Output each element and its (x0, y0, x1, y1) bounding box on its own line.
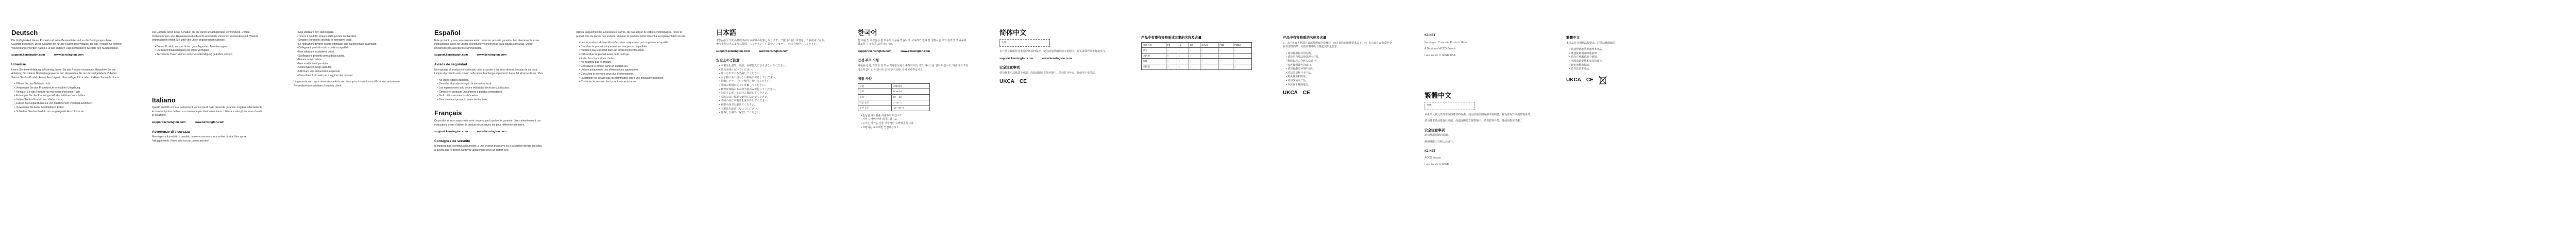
support-link[interactable]: support.kensington.com (858, 49, 892, 53)
list-item: • Les réparations doivent être effectuées uniquement par un personnel qualifié. (579, 41, 687, 45)
paragraph: 請勿使用損壞的電纜。 (1425, 134, 1451, 137)
list-item: • Utilisez uniquement des alimentations approuvées. (579, 68, 687, 73)
subsection-title: 安全上のご注意 (716, 59, 740, 63)
web-link[interactable]: www.kensington.com (758, 49, 789, 53)
links-row (434, 130, 545, 134)
table-row (858, 105, 930, 111)
list-item: • 請按照當地法規處理本產品。 (1569, 48, 1677, 52)
list-item: • Entsorgen Sie das Produkt gemäß den örtlichen Vorschriften. (14, 94, 122, 98)
brand-footer: K3 NET (1425, 149, 1436, 153)
list-item: • Consultare il sito web per maggiori informazioni. (297, 74, 404, 78)
section-address (1425, 31, 1535, 169)
paragraph: La garanzia non copre danni derivanti da uso improprio, incidenti o modifiche non autorizzate. Per assistenza contattare il servizio clienti. (294, 80, 401, 87)
compliance-marks (999, 80, 1110, 84)
section-espanol (434, 31, 545, 155)
list-item: • 请勿使用损坏的电缆。 (1286, 52, 1394, 56)
list-item: • Conservez le produit dans un endroit sec. (579, 65, 687, 69)
paragraph: 修理僅應由合格人員進行。 (1425, 140, 1456, 144)
list-item: • Consultez le site web pour plus d'informations. (579, 73, 687, 77)
list-item: • 避免撞击和跌落。 (1286, 75, 1394, 79)
table-row (1142, 53, 1252, 59)
list-item: • 筐体を開けないでください。 (719, 68, 827, 73)
section-cn-notes (1283, 31, 1394, 99)
table-cell: 모델 (858, 83, 892, 89)
table-cell: 连接器 (1142, 64, 1166, 69)
support-link[interactable]: support.kensington.com (434, 130, 468, 134)
table-header-cell: Hg (1177, 42, 1189, 48)
address-line: ACCO Brands (1425, 156, 1441, 160)
section-italiano-cont (294, 31, 404, 91)
links-row (11, 54, 122, 58)
list-item: • 修理は資格のある担当者のみが行ってください。 (719, 88, 827, 92)
table-header-row (1142, 42, 1252, 48)
ukca-mark-icon: UKCA (1283, 90, 1298, 96)
compliance-marks (1566, 76, 1677, 85)
table-cell: ○ (1177, 48, 1189, 54)
list-item: • Las reparaciones solo deben realizarlas técnicos cualificados. (437, 86, 545, 91)
list-item: • 维修仅应由合格人员进行。 (1286, 60, 1394, 64)
list-item: • 地域の規則に従って廃棄してください。 (719, 84, 827, 88)
list-item: • 衝撃や落下を避けてください。 (719, 103, 827, 108)
list-item: • 请勿改装本产品。 (1286, 79, 1394, 83)
section-title: 한국어 (858, 29, 877, 37)
bullet-list (576, 41, 687, 84)
list-item: • Schließen Sie das Produkt nur an geeignete Anschlüsse an. (14, 110, 122, 114)
table-cell: × (1166, 64, 1177, 69)
subsection-title: Avisos de seguridad (434, 62, 467, 66)
table-row (858, 89, 930, 95)
section-title-italiano: Italiano (152, 96, 176, 104)
list-item: • 清掃の前に本製品を取り外してください。 (719, 99, 827, 103)
list-item: • 本製品を改造しないでください。 (719, 108, 827, 112)
table-cell: 출력 (858, 94, 892, 100)
bullet-list (716, 64, 827, 115)
list-item: • Scollegare il prodotto prima della pulizia. (297, 55, 404, 59)
bullet-list (858, 114, 969, 130)
paragraph: Die Verfügbarkeit dieses Produkt und seine Bestandteile sind an die Bedingungen dieser Garantie gebunden. Diese Garantie gilt für alle Käufer des Produkts, die das Produkt zur eigenen Verwendung erworben haben. Für alle anderen Fälle kontaktieren Sie bitte den Kundendienst. (11, 39, 122, 50)
table-cell: ○ (1200, 48, 1218, 54)
section-cn-traditional (1566, 31, 1677, 89)
table-cell: ○ (1233, 48, 1252, 54)
table-row (858, 94, 930, 100)
paragraph: Die Garantie deckt keine Schäden ab, die durch unsachgemäße Verwendung, Unfälle, Veränderungen oder Reparaturen durch nicht autorisierte Personen entstanden sind. Weitere Informationen finden Sie unter der unten angegebenen Adresse. (152, 31, 259, 42)
web-link[interactable]: www.kensington.com (477, 130, 507, 134)
bullet-list (152, 45, 263, 57)
table-header-cell: Pb (1166, 42, 1177, 48)
table-cell: ○ (1200, 53, 1218, 59)
list-item: • 避免撞擊和掉落。 (1569, 64, 1677, 68)
bullet-list (1283, 52, 1394, 87)
list-item: • お子様の手の届かない場所に保管してください。 (719, 76, 827, 80)
spec-table (858, 83, 930, 111)
ce-mark-icon: CE (1586, 77, 1594, 83)
list-item: • 清潔前請中斷本產品的連接。 (1569, 60, 1677, 64)
list-item: • Non modificare il prodotto. (297, 62, 404, 66)
paragraph: 제품을 습기, 과도한 열 또는 직사광선에 노출하지 마십시오. 케이스를 열지 마십시오. 마른 천으로만 청소하십시오. 어린이의 손이 닿지 않는 곳에 보관하십시오. (858, 64, 969, 72)
list-item: • No utilice cables dañados. (437, 79, 545, 83)
table-header-cell: Cd (1189, 42, 1200, 48)
table-cell: ○ (1166, 48, 1177, 54)
table-cell: ○ (1189, 59, 1200, 64)
model-box: 型號 (1425, 102, 1475, 110)
subsection-title: 안전 주의 사항 (858, 59, 879, 63)
paragraph: 本製品およびその構成部品は本保証の対象となります。ご使用の前に本書をよくお読みになり、後で参照できるように保管してください。付属のアクセサリーのみを使用してください。 (716, 39, 827, 46)
section-francais-cont (576, 31, 687, 87)
list-item: • 湿度の高い環境で使用しないでください。 (719, 96, 827, 100)
links-row (716, 50, 827, 54)
table-cell: ○ (1166, 59, 1177, 64)
table-header-cell: 部件名称 (1142, 42, 1166, 48)
paragraph: 本產品符合相關法規要求。詳情請參閱網站。 (1566, 41, 1618, 45)
paragraph: 請勿將本產品暴露於潮濕、高溫或陽光直射環境中。請勿打開外殼。僅使用乾布清潔。 (1425, 119, 1523, 123)
list-item: • Conecte el producto únicamente a puertos compatibles. (437, 91, 545, 95)
subsection-title: Avvertenze di sicurezza (152, 130, 190, 134)
list-item: • 지역 규정에 따라 폐기하십시오. (861, 118, 969, 122)
table-cell: ○ (1177, 53, 1189, 59)
list-item: • Le riparazioni devono essere effettuate solo da personale qualificato. (297, 43, 404, 47)
list-item: • Non utilizzare in ambienti umidi. (297, 50, 404, 55)
table-cell: 작동 온도 (858, 100, 892, 105)
web-link[interactable]: www.kensington.com (1042, 57, 1072, 60)
table-header-cell: Cr(VI) (1200, 42, 1218, 48)
subsection-title: 繁體中文 (1566, 36, 1580, 40)
table-cell: ○ (1218, 48, 1233, 54)
ukca-mark-icon: UKCA (1566, 77, 1581, 83)
list-item: • 수리는 자격을 갖춘 기술자만 수행해야 합니다. (861, 122, 969, 126)
table-header-cell: PBDE (1233, 42, 1252, 48)
paragraph: Non esporre il prodotto a umidità, calore eccessivo o luce solare diretta. Non aprire l'alloggiamento. Pulire solo con un panno asciutto. (152, 135, 247, 143)
list-item: • 请按照当地法规处理本产品。 (1286, 56, 1394, 60)
table-title: 제품 사양 (858, 77, 872, 81)
list-item: • Lassen Sie Reparaturen nur von qualifiziertem Personal ausführen. (14, 102, 122, 106)
address-line: Lake Zurich, IL 60047 (1425, 163, 1450, 166)
paragraph: No exponga el producto a humedad, calor excesivo o luz solar directa. No abra la carcasa. Limpie el producto solo con un paño seco. Mantenga el producto fuera del alcance de los niños. (434, 68, 544, 76)
table-row (858, 83, 930, 89)
list-item: • 請勿改裝本產品。 (1569, 67, 1677, 72)
support-link[interactable]: support.kensington.com (716, 49, 750, 53)
section-korean (858, 31, 969, 132)
list-item: • Conservare in luogo asciutto. (297, 66, 404, 70)
list-item: • Die Konformitätserklärung ist online verfügbar. (155, 49, 263, 53)
list-item: • Ne modifiez pas le produit. (579, 61, 687, 65)
list-item: • Évitez les chocs et les chutes. (579, 57, 687, 61)
table-cell: ○ (1200, 59, 1218, 64)
list-item: • Débranchez le produit avant de le nettoyer. (579, 53, 687, 57)
links-row (434, 54, 545, 58)
support-link[interactable]: support.kensington.com (999, 57, 1033, 60)
section-japanese (716, 31, 827, 118)
paragraph: 본 제품 및 구성품은 본 보증의 적용을 받습니다. 사용하기 전에 본 설명서를 주의 깊게 읽고 나중에 참조할 수 있도록 보관하십시오. (858, 39, 967, 46)
address-line: Lake Zurich, IL 60047 USA (1425, 54, 1455, 57)
links-row (858, 50, 969, 54)
web-link[interactable]: www.kensington.com (54, 54, 84, 57)
section-title: 日本語 (716, 29, 737, 37)
list-item: • Collegare il prodotto solo a porte compatibili. (297, 46, 404, 50)
table-cell: ○ (1233, 59, 1252, 64)
section-title: Español (434, 29, 461, 37)
table-cell: ○ (1177, 64, 1189, 69)
paragraph: N'exposez pas le produit à l'humidité, à une chaleur excessive ou à la lumière directe du soleil. N'ouvrez pas le boîtier. Nettoyez uniquement avec un chiffon sec. (434, 145, 543, 152)
address-line: A Division of ACCO Brands (1425, 47, 1456, 51)
section-deutsch (11, 31, 122, 116)
table-cell: ○ (1189, 53, 1200, 59)
ukca-mark-icon: UKCA (999, 78, 1014, 84)
weee-bin-icon (1599, 76, 1607, 85)
compliance-marks (1283, 91, 1394, 95)
paragraph: Questo prodotto e i suoi componenti sono coperti dalla presente garanzia. Leggere attentamente le istruzioni prima dell'uso e conservarle per riferimento futuro. Utilizzare solo gli accessori forniti in dotazione. (152, 106, 263, 117)
section-deutsch-cont (152, 31, 263, 146)
bullet-list (434, 79, 545, 102)
ce-mark-icon: CE (1302, 90, 1310, 96)
table-cell: ○ (1218, 53, 1233, 59)
list-item: • Deseche el producto según la normativa local. (437, 82, 545, 86)
subsection-title: 产品中有害物质的名称及含量 (1283, 36, 1327, 40)
section-title-francais: Français (434, 109, 462, 117)
table-row (1142, 59, 1252, 64)
table-cell: × (1166, 53, 1177, 59)
list-item: • 清洁前请断开本产品。 (1286, 72, 1394, 76)
table-cell: ○ (1177, 59, 1189, 64)
brand-header: K3 NET (1425, 34, 1436, 37)
web-link[interactable]: www.kensington.com (477, 54, 507, 57)
list-item: • Non utilizzare cavi danneggiati. (297, 31, 404, 35)
table-cell: 5V ⎓ 3A (892, 94, 930, 100)
list-item: • 損傷したケーブルを使用しないでください。 (719, 80, 827, 84)
table-cell: ○ (1218, 59, 1233, 64)
table-cell: 线缆 (1142, 59, 1166, 64)
list-item: • 仅连接到兼容的端口。 (1286, 64, 1394, 68)
table-cell: ○ (1233, 64, 1252, 69)
list-item: • Technische Daten können ohne Vorankündigung geändert werden. (155, 53, 263, 57)
paragraph: ○：表示该有害物质在该部件所有均质材料中的含量均在限量要求以下。×：表示该有害物质至少在该部件的某一均质材料中的含量超出限量要求。 (1283, 41, 1392, 49)
subsection-title: 安全注意事項 (1425, 128, 1445, 132)
list-item: • 請勿在潮濕環境中使用。 (1569, 56, 1677, 60)
subsection-title: Consignes de sécurité (434, 139, 470, 143)
support-link[interactable]: support.kensington.com (11, 54, 45, 57)
table-row (1142, 64, 1252, 69)
paragraph: Lesen Sie diese Anleitung vollständig, bevor Sie das Produkt verwenden. Bewahren Sie die Anleitung für spätere Nachschlagezwecke auf. Verwenden Sie nur das mitgelieferte Zubehör. Setzen Sie das Produkt keiner Feuchtigkeit, übermäßiger Hitze oder direktem Sonnenlicht aus. (11, 68, 120, 79)
list-item: • 僅連接到相容的連接埠。 (1569, 52, 1677, 56)
support-link[interactable]: support.kensington.com (152, 120, 186, 124)
list-item: • Utilizzare solo alimentatori approvati. (297, 70, 404, 74)
table-cell: ○ (1189, 48, 1200, 54)
paragraph: Este producto y sus componentes están cubiertos por esta garantía. Lea atentamente estas instrucciones antes de utilizar el producto y consérvelas para futuras consultas. Utilice únicamente los accesorios suministrados. (434, 39, 539, 50)
cert-box: 认证 (999, 39, 1050, 47)
table-cell: ○ (1218, 64, 1233, 69)
hazard-table (1141, 42, 1252, 70)
section-title: 简体中文 (999, 29, 1027, 37)
subsection-title: Hinweise (11, 62, 26, 66)
section-title: Deutsch (11, 29, 38, 37)
table-cell: ○ (1233, 53, 1252, 59)
list-item: • Desconecte el producto antes de limpiarlo. (437, 98, 545, 102)
list-item: • 本製品を湿気、高温、直射日光にさらさないでください。 (719, 64, 827, 68)
table-header-cell: PBB (1218, 42, 1233, 48)
list-item: • 请勿在潮湿环境中使用。 (1286, 67, 1394, 72)
table-row (858, 100, 930, 105)
web-link[interactable]: www.kensington.com (900, 49, 930, 53)
table-cell: K33XXX (892, 83, 930, 89)
address-line: Kensington Computer Products Group (1425, 41, 1468, 44)
list-item: • Verwenden Sie das Produkt nicht in feuchter Umgebung. (14, 86, 122, 91)
list-item: • 対応するポートにのみ接続してください。 (719, 92, 827, 96)
list-item: • La garantie ne couvre pas les dommages dus à une mauvaise utilisation. (579, 77, 687, 81)
section-cn-simplified (999, 31, 1110, 87)
list-item: • Branchez le produit uniquement sur des ports compatibles. (579, 45, 687, 49)
list-item: • Halten Sie das Produkt von Kindern fern. (14, 98, 122, 102)
table-cell: ○ (1200, 64, 1218, 69)
table-cell: 外壳 (1142, 48, 1166, 54)
list-item: • Öffnen Sie das Gehäuse nicht. (14, 82, 122, 86)
list-item: • 乾燥した場所に保管してください。 (719, 111, 827, 115)
table-cell: 보관 온도 (858, 105, 892, 111)
bullet-list (294, 31, 404, 78)
list-item: • Dieses Produkt entspricht den grundlegenden Anforderungen. (155, 45, 263, 49)
list-item: • 호환되는 포트에만 연결하십시오. (861, 126, 969, 130)
links-row (152, 121, 263, 125)
table-cell: 0 - 40 °C (892, 100, 930, 105)
table-cell: 5V ⎓ 3A (892, 89, 930, 95)
paragraph: Ce produit et ses composants sont couverts par la présente garantie. Lisez attentivement ces instructions avant d'utiliser le produit et conservez-les pour référence ultérieure. (434, 119, 541, 127)
section-title: 繁體中文 (1425, 92, 1452, 100)
list-item: • 손상된 케이블을 사용하지 마십시오. (861, 114, 969, 118)
table-cell: ○ (1189, 64, 1200, 69)
list-item: • Verwenden Sie keine beschädigten Kabel. (14, 106, 122, 110)
web-link[interactable]: www.kensington.com (194, 120, 225, 124)
list-item: • No lo utilice en entornos húmedos. (437, 94, 545, 98)
paragraph: 本產品及其元件受本保固條款的保護。使用前請仔細閱讀本說明書，並妥善保管以備日後參考。 (1425, 113, 1533, 116)
table-cell: 입력 (858, 89, 892, 95)
links-row (999, 57, 1110, 61)
subsection-title: 安全注意事项 (999, 66, 1020, 70)
list-item: • Smaltire il prodotto secondo le normative locali. (297, 39, 404, 43)
list-item: • Evitare urti e cadute. (297, 58, 404, 62)
list-item: • Reinigen Sie das Produkt nur mit einem trockenen Tuch. (14, 91, 122, 95)
bullet-list (11, 82, 122, 114)
support-link[interactable]: support.kensington.com (434, 54, 468, 57)
table-cell: 电路板 (1142, 53, 1166, 59)
table-cell: -10 - 60 °C (892, 105, 930, 111)
table-title: 产品中有毒有害物质或元素的名称及含量 (1141, 36, 1201, 40)
ce-mark-icon: CE (1019, 78, 1027, 84)
paragraph: Utilisez uniquement les accessoires fournis. Ne pas utiliser de câbles endommagés. Tenez le produit hors de portée des enfants. Éliminez le produit conformément à la réglementation locale. (576, 31, 686, 38)
list-item: • N'utilisez pas le produit dans un environnement humide. (579, 49, 687, 53)
list-item: • Tenere il prodotto lontano dalla portata dei bambini. (297, 35, 404, 39)
paragraph: 本产品及其组件受本保修条款的保护。使用前请仔细阅读本说明书，并妥善保管以备将来参考。 (999, 50, 1108, 54)
list-item: • 存放在干燥的地方。 (1286, 83, 1394, 87)
list-item: • Contactez le service client pour toute assistance. (579, 80, 687, 84)
list-item: • 乾いた布でのみ清掃してください。 (719, 72, 827, 76)
bullet-list (1566, 48, 1677, 72)
table-row (1142, 48, 1252, 54)
section-cn-hazard (1141, 31, 1252, 73)
paragraph: 请勿将本产品暴露于潮湿、高温或阳光直射环境中。请勿打开外壳。仅使用干布清洁。 (999, 71, 1098, 75)
